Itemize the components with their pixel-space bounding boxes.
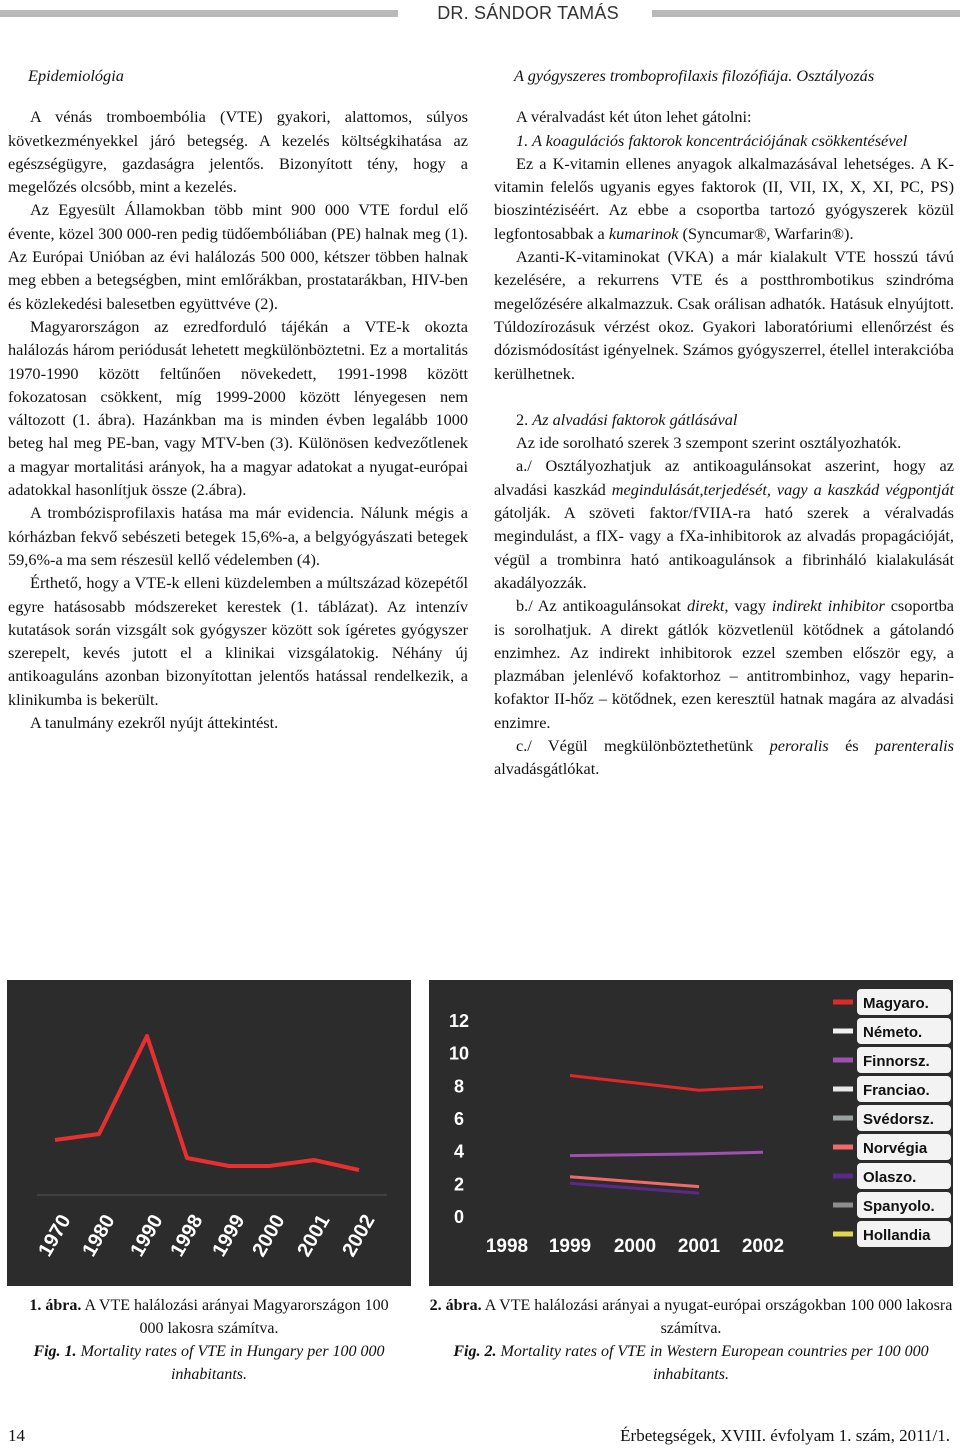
figure-1-svg [7,980,411,1286]
y-tick-label: 6 [453,1109,465,1129]
x-tick-label: 1998 [485,1236,529,1257]
emphasis: indirekt inhibitor [771,596,885,616]
emphasis: peroralis [769,736,829,756]
subheading-text: Az alvadási faktorok gátlásával [532,409,738,429]
figure-1-chart [7,980,411,1286]
paragraph: A véralvadást két úton lehet gátolni: [516,107,752,127]
text-run: b./ Az antikoagulánsokat [516,596,687,616]
figure-1-caption [20,1294,398,1386]
spacer [494,385,954,408]
paragraph [494,734,954,781]
figure-2-chart [429,980,953,1286]
section-heading-epidemiology: Epidemiológia [28,66,124,85]
emphasis: megindulását,terjedését, vagy a kaszkád végpontját [611,479,954,499]
paragraph: Azanti-K-vitaminokat (VKA) a már kialakult VTE hosszú távú kezelésére, a rekurrens VTE és a postthrombotikus szindróma megelőzésére alkalmazzuk. Csak orálisan adhatók. Hatásuk elnyújtott. Túldozírozásuk vérzést okoz. Gyakori laboratóriumi ellenőrzést és dózismódosítást igényelnek. Számos gyógyszerrel, étellel interakcióba kerülhetnek. [494,247,954,383]
emphasis: parenteralis [875,736,954,756]
figure-2-caption [426,1294,956,1386]
text-run: Ez a K-vitamin ellenes anyagok alkalmazásával lehetséges. A K-vitamin felelős ugyanis egyes faktorok (II, VII, IX, X, XI, PC, PS) bioszintéziséért. Az ebbe a csoportba tartozó gyógyszerek közül legfontosabbak a [494,153,954,243]
caption-text-en: Mortality rates of VTE in Hungary per 100 000 inhabitants. [76,1343,385,1383]
x-tick-label: 1998 [166,1210,208,1261]
legend-label: Olaszo. [863,1169,917,1186]
running-header: DR. SÁNDOR TAMÁS [437,3,619,23]
text-run: alvadásgátlókat. [494,759,600,779]
subheading-factor-inhibition [494,408,954,431]
x-tick-label: 1999 [208,1210,250,1261]
legend-label: Norvégia [863,1140,928,1157]
page-number: 14 [8,1426,25,1445]
y-tick-label: 12 [448,1011,470,1031]
caption-text: A VTE halálozási arányai a nyugat-európai országokban 100 000 lakosra számítva. [481,1297,953,1337]
left-column [8,64,468,734]
text-run: (Syncumar®, Warfarin®). [678,223,854,243]
header-rule-left [0,10,398,17]
x-tick-label: 2002 [741,1236,785,1257]
paragraph: Magyarországon az ezredforduló tájékán a VTE-k okozta halálozás három periódusát lehetett megkülönböztetni. Ez a mortalitás 1970-1990 között feltűnően növekedett, 1991-1998 között fokozatosan csökkent, míg 1999-2000 között lényegesen nem változott (1. ábra). Hazánkban ma is minden évben legalább 1000 beteg hal meg PE-ban, vagy MTV-ben (3). Különösen kedvezőtlenek a magyar mortalitási arányok, ha a magyar adatokat a nyugat-európai adatokkal hasonlítjuk össze (2.ábra). [8,316,468,500]
section-heading-philosophy: A gyógyszeres tromboprofilaxis filozófiája. Osztályozás [514,66,875,85]
text-run: csoportba is sorolhatjuk. A direkt gátlók közvetlenül kötődnek a gátolandó enzimhez. Az indirekt inhibitorok ezzel szemben először egy, a plazmában jelenlévő kofaktorhoz – antitrombinhoz, vagy heparin- kofaktor II-hőz – kötődnek, ezen keresztül hatnak magára az alvadási enzimre. [494,596,954,732]
paragraph: A trombózisprofilaxis hatása ma már evidencia. Nálunk mégis a kórházban fekvő sebészeti betegek 15,6%-a, a belgyógyászati betegek 59,6%-a ma sem részesül kellő védelemben (4). [8,503,468,569]
x-tick-label: 1970 [34,1210,76,1261]
text-run: gátolják. A szöveti faktor/fVIIA-ra ható szerek a véralvadás megindulást, a fIX- vagy a fXa-inhibitorok az alvadás propagációját, végül a trombinra ható antikoagulánsok a fibrinháló kialakulását akadályozzák. [494,503,954,592]
text-run: a./ Osztályozhatjuk az antikoagulánsokat aszerint, hogy az alvadási kaszkád [494,456,954,499]
hungary-series-line [55,1036,359,1170]
journal-reference: Érbetegségek, XVIII. évfolyam 1. szám, 2011/1. [620,1426,950,1445]
y-tick-label: 0 [453,1207,465,1227]
caption-text: A VTE halálozási arányai Magyarországon 100 000 lakosra számítva. [81,1297,389,1337]
legend-label: Németo. [863,1024,923,1041]
legend-label: Franciao. [863,1082,930,1099]
paragraph: Az ide sorolható szerek 3 szempont szerint osztályozhatók. [516,433,902,453]
legend-label: Spanyolo. [863,1198,935,1215]
caption-text-en: Mortality rates of VTE in Western European countries per 100 000 inhabitants. [496,1343,929,1383]
paragraph [494,454,954,594]
caption-label: 2. ábra. [429,1297,482,1314]
y-tick-label: 8 [453,1076,465,1097]
y-tick-label: 2 [453,1174,465,1195]
x-tick-label: 2001 [293,1210,335,1261]
text-run: vagy [728,596,772,616]
legend-label: Svédorsz. [863,1111,934,1128]
emphasis: direkt, [686,596,729,616]
subheading-number: 2. [516,409,533,429]
text-run: és [828,736,875,756]
x-tick-label: 2002 [338,1210,380,1261]
x-tick-label: 1980 [78,1210,120,1261]
series-line [570,1076,763,1091]
y-tick-label: 4 [453,1141,465,1162]
paragraph [494,152,954,245]
legend-label: Magyaro. [863,995,929,1012]
caption-label-en: Fig. 1. [33,1343,77,1360]
text-run: c./ Végül megkülönböztethetünk [516,736,770,756]
x-tick-label: 1999 [548,1236,592,1257]
x-tick-label: 2000 [613,1236,657,1257]
caption-label: 1. ábra. [29,1297,82,1314]
paragraph: Az Egyesült Államokban több mint 900 000 VTE fordul elő évente, közel 300 000-ren pedig tüdőembóliában (PE) halnak meg (1). Az Európai Unióban az évi halálozás 500 000, kétszer többen halnak meg ebben a betegségben, mint emlőrákban, prostatarákban, HIV-ben és közlekedési balesetben együttvéve (2). [8,200,468,313]
series-line [570,1152,763,1155]
y-tick-label: 10 [448,1043,470,1064]
paragraph: A vénás tromboembólia (VTE) gyakori, alattomos, súlyos következményekkel járó betegség. A kezelés költségkihatása az egészségügyre, gazdaságra jelentős. Bizonyított tény, hogy a megelőzés olcsóbb, mint a kezelés. [8,107,468,197]
x-tick-label: 2000 [248,1210,290,1261]
subheading-coagulation-factors: 1. A koagulációs faktorok koncentrációjának csökkentésével [516,130,908,150]
caption-label-en: Fig. 2. [453,1343,497,1360]
right-column [494,64,954,781]
x-tick-label: 1990 [126,1210,168,1261]
legend-label: Hollandia [863,1227,931,1244]
paragraph: Érthető, hogy a VTE-k elleni küzdelemben a múltszázad közepétől egyre hatásosabb módszereket kerestek (1. táblázat). Az intenzív kutatások során vizsgált sok gyógyszer között sok ígéretes gyógyszer szerepelt, kevés jutott el a klinikai vizsgálatokig. Néhány új antikoaguláns azonban bizonyítottan jelentős hatással rendelkezik, a klinikumba is bekerült. [8,573,468,709]
emphasis: kumarinok [608,223,679,243]
paragraph: A tanulmány ezekről nyújt áttekintést. [30,713,279,733]
paragraph [494,594,954,734]
header-rule-right [652,10,960,17]
figure-2-svg [429,980,953,1286]
legend-label: Finnorsz. [863,1053,930,1070]
x-tick-label: 2001 [677,1236,721,1257]
